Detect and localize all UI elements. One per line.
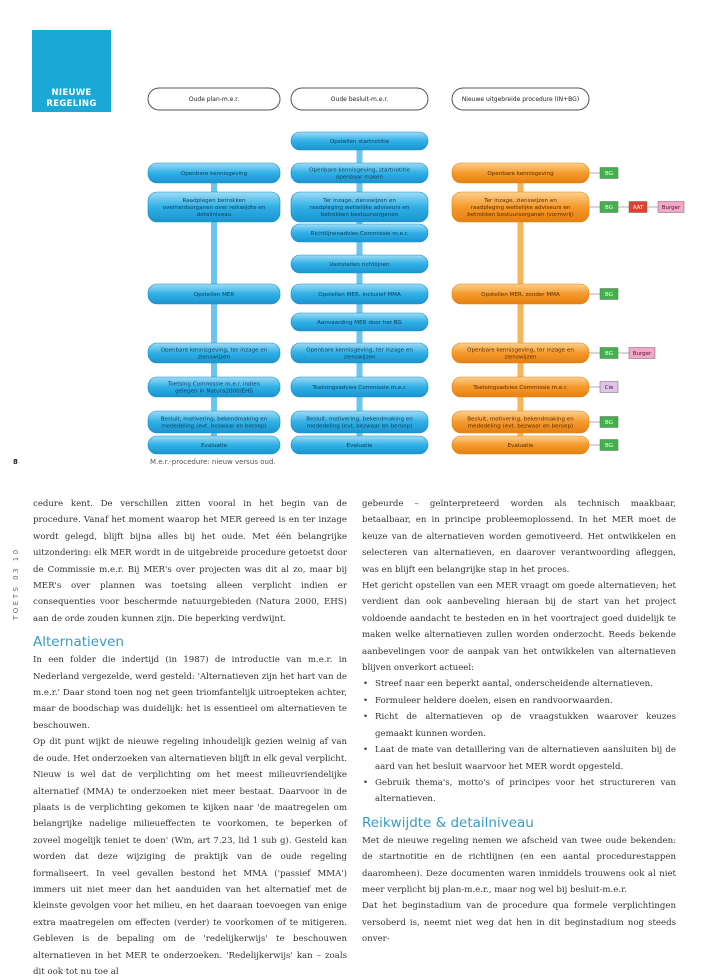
diagram-header-label: Oude plan-m.e.r. [188, 96, 240, 104]
list-item: • Richt de alternatieven op de vraagstukken waarover keuzes gemaakt kunnen worden. [375, 709, 676, 742]
col2-box-label: Opstellen MER, inclusief MMA [318, 291, 401, 298]
role-tag-label: BG [605, 350, 613, 357]
role-tag-label: BG [605, 204, 613, 211]
col1-box-label: Openbare kennisgeving, ter inzage en [160, 347, 268, 354]
role-tag-label: BG [605, 442, 613, 449]
col1-box-label: zienswijzen [198, 354, 230, 361]
col2-box-label: mededeling (evt. bezwaar en beroep) [306, 423, 413, 430]
col2-box-label: betrokken bestuursorganen [320, 212, 399, 219]
col3-box-label: Besluit, motivering, bekendmaking en [467, 416, 574, 423]
page-number: 8 [13, 458, 18, 466]
role-tag-label: BG [605, 170, 613, 177]
paragraph: Het gericht opstellen van een MER vraagt om goede alternatieven; het verdient dan ook aanbeveling hieraan bij de start van het project voldoende aandacht te besteden en in het voortraject goed duidelijk te maken welke alternatieven zullen worden onderzocht. Reeds bekende aanbevelingen voor de aanpak van het ontwikkelen van alternatieven blijven onverkort actueel: [362, 581, 676, 674]
diagram-header-label: Oude besluit-m.e.r. [330, 96, 389, 104]
col3-box-label: Toetsingsadvies Commissie m.e.r. [473, 384, 568, 391]
col1-box-label: overheidsorganen over reikwijdte en [162, 204, 266, 211]
col3-box-label: Opstellen MER, zonder MMA [481, 291, 560, 298]
col3-box-label: Openbare kennisgeving, ter inzage en [467, 347, 574, 354]
paragraph: gebeurde – geïnterpreteerd worden als technisch maakbaar, betaalbaar, en in principe probleemoplossend. In het MER moet de keuze van de alternatieven worden gemotiveerd. Het ontwikkelen en selecteren van alternatieven, en daarover verantwoording afleggen, was en blijft een belangrijke stap in het proces. [362, 499, 676, 575]
col1-box-label: Evaluatie [201, 442, 227, 449]
figure-caption: M.e.r.-procedure: nieuw versus oud. [150, 458, 276, 466]
list-item: • Formuleer heldere doelen, eisen en randvoorwaarden. [375, 693, 676, 709]
section-tag-line1: NIEUWE [51, 88, 92, 98]
procedure-diagram [0, 0, 709, 470]
col2-box-label: Richtlijnenadvies Commissie m.e.r. [310, 230, 409, 237]
right-column [362, 496, 676, 948]
col2-box-label: raadpleging wettelijke adviseurs en [309, 204, 410, 211]
role-tag-label: Cie [604, 384, 614, 391]
role-tag-label: BG [605, 291, 613, 298]
col1-box-label: Besluit, motivering, bekendmaking en [160, 416, 268, 423]
col1-box-label: Toetsing Commissie m.e.r. indien [167, 381, 261, 388]
paragraph: Met de nieuwe regeling nemen we afscheid van twee oude bekenden: de startnotitie en de richtlijnen (en een aantal procedurestappen daaromheen). Deze documenten waren inmiddels trouwens ook al niet meer verplicht bij plan-m.e.r., maar nog wel bij besluit-m.e.r. [362, 835, 676, 895]
col3-box-label: betrokken bestuursorganen (vormvrij) [467, 212, 574, 219]
list-item: • Streef naar een beperkt aantal, onderscheidende alternatieven. [375, 676, 676, 692]
left-column [33, 496, 347, 980]
col3-box-label: raadpleging wettelijke adviseurs en [470, 204, 571, 211]
role-tag-label: BG [605, 419, 613, 426]
col2-box-label: Evaluatie [346, 442, 373, 449]
col2-box-label: Openbare kennisgeving, ter inzage en [306, 347, 413, 354]
paragraph: cedure kent. De verschillen zitten vooral in het begin van de procedure. Vanaf het moment waarop het MER gereed is en ter inzage wordt gelegd, blijft bijna alles bij het oude. Met één belangrijke uitzondering: elk MER wordt in de uitgebreide procedure getoetst door de Commissie m.e.r. Bij MER's over projecten was dit al zo, maar bij MER's over plannen was toetsing alleen verplicht indien er consequenties voor beschermde natuurgebieden (Natura 2000, EHS) aan de orde zouden kunnen zijn. Die beperking verdwijnt. [33, 499, 347, 624]
col3-box-label: Openbare kennisgeving [487, 170, 554, 177]
col3-box-label: Ter inzage, zienswijzen en [484, 197, 557, 204]
col2-box-label: Vaststellen richtlijnen [329, 261, 390, 268]
col2-box-label: Besluit, motivering, bekendmaking en [306, 416, 413, 423]
role-tag-label: Burger [632, 350, 652, 357]
col2-box-label: Openbare kennisgeving, startnotitie [309, 167, 410, 174]
col2-box-label: Ter inzage, zienswijzen en [323, 197, 396, 204]
col1-box-label: Raadplegen betrokken [182, 197, 246, 204]
col2-box-label: Opstellen startnotitie [329, 138, 390, 145]
section-tag-line2: REGELING [46, 99, 97, 109]
col1-box-label: Openbare kennisgeving [180, 170, 248, 177]
paragraph: Dat het beginstadium van de procedure qua formele verplichtingen versoberd is, neemt niet weg dat hen in dit beginstadium nog steeds onver- [362, 901, 676, 945]
role-tag-label: Burger [661, 204, 681, 211]
col3-box-label: mededeling (evt. bezwaar en beroep) [467, 423, 574, 430]
list-item: • Gebruik thema's, motto's of principes voor het structureren van alternatieven. [375, 775, 676, 808]
paragraph: Op dit punt wijkt de nieuwe regeling inhoudelijk gezien weinig af van de oude. Het onderzoeken van alternatieven blijft in elk geval verplicht. Nieuw is wel dat de verplichting om het meest milieuvriendelijke alternatief (MMA) te onderzoeken niet meer bestaat. Daarvoor in de plaats is de verplichting gekomen te kijken naar 'de maatregelen om belangrijke nadelige milieueffecten te voorkomen, te beperken of zoveel mogelijk teniet te doen' (Wm, art 7.23, lid 1 sub g). Gesteld kan worden dat deze wijziging de praktijk van de oude regeling formaliseert. In veel gevallen bestond het MMA ('passief MMA') immers uit niet meer dan het aanduiden van het alternatief met de kleinste gevolgen voor het milieu, en het daaraan toevoegen van enige extra maatregelen om effecten (verder) te voorkomen of te mitigeren. Gebleven is de bepaling om de 'redelijkerwijs' te beschouwen alternatieven in het MER te onderzoeken. 'Redelijkerwijs' kan – zoals dit ook tot nu toe al [33, 737, 347, 977]
col2-box-label: Toetsingsadvies Commissie m.e.r. [312, 384, 407, 391]
col3-box-label: Evaluatie [507, 442, 534, 449]
col2-box-label: openbaar maken [335, 174, 384, 181]
heading-alternatieven: Alternatieven [33, 634, 124, 651]
role-tag-label: AAT [632, 204, 644, 211]
col2-box-label: zienswijzen [343, 354, 376, 361]
col1-box-label: mededeling (evt. bezwaar en beroep) [161, 423, 267, 430]
col1-box-label: gelegen in Natura2000/EHS [175, 388, 253, 395]
col1-box-label: Opstellen MER [193, 291, 235, 298]
col2-box-label: Aanvaarding MER door het BG [317, 319, 402, 326]
journal-side-label: TOETS 03 10 [12, 547, 20, 620]
diagram-header-label: Nieuwe uitgebreide procedure (IN+BG) [461, 96, 580, 104]
paragraph: In een folder die indertijd (in 1987) de introductie van m.e.r. in Nederland vergezelde, werd gesteld: 'Alternatieven zijn het hart van de m.e.r.' Daar stond toen nog net geen triomfantelijk uitroepteken achter, maar de boodschap was duidelijk: het is essentieel om alternatieven te beschouwen. [33, 655, 347, 731]
heading-reikwijdte: Reikwijdte & detailniveau [362, 814, 534, 831]
list-item: • Laat de mate van detaillering van de alternatieven aansluiten bij de aard van het besluit waarvoor het MER wordt opgesteld. [375, 742, 676, 775]
col3-box-label: zienswijzen [504, 354, 537, 361]
recommendation-list [362, 676, 676, 807]
col1-box-label: detailniveau [196, 212, 232, 219]
